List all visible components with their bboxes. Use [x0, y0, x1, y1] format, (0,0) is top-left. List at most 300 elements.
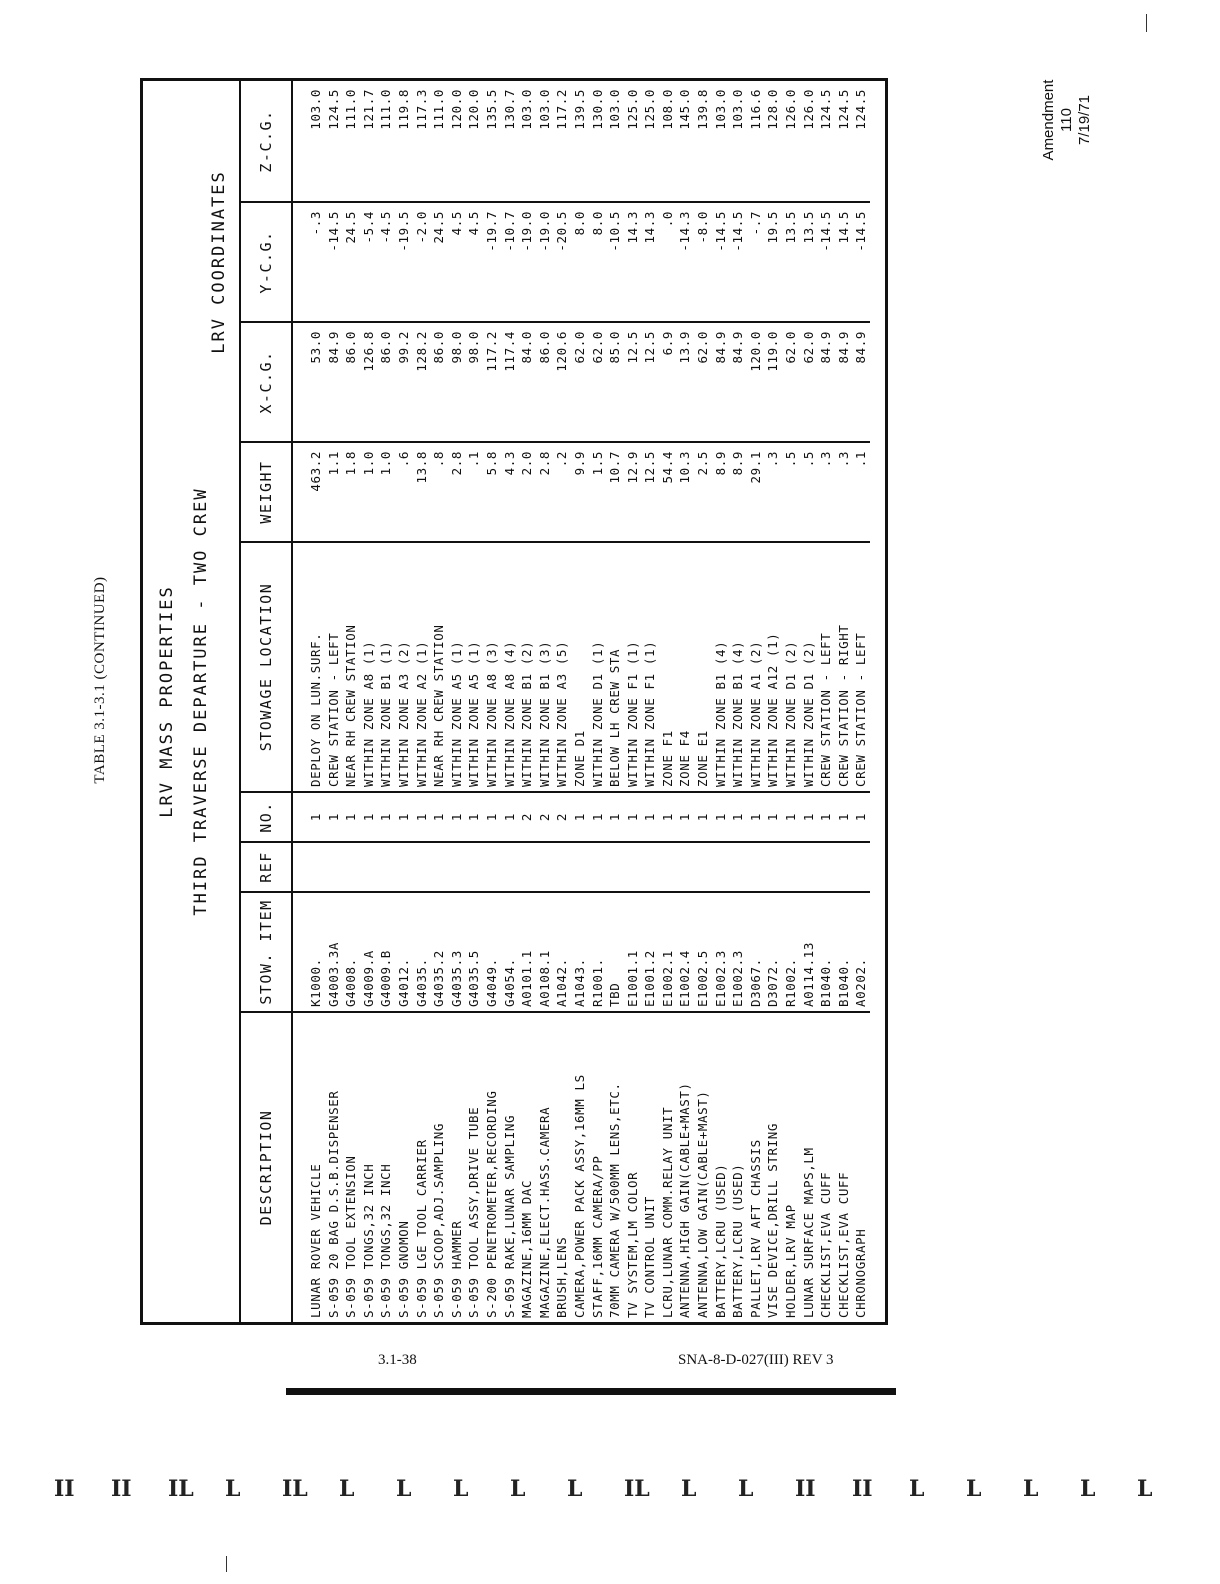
cell-y-cg: -10.7 — [501, 202, 519, 322]
cell-weight: 1.0 — [377, 442, 395, 542]
cell-stow-item: G4003.3A — [325, 892, 343, 1012]
edge-mark: L — [396, 1476, 412, 1502]
cell-x-cg: 84.9 — [852, 322, 870, 442]
cell-ref — [536, 842, 554, 892]
table-row — [571, 81, 589, 1322]
cell-quantity: 1 — [483, 792, 501, 842]
cell-z-cg: 111.0 — [378, 89, 394, 130]
amendment-line: Amendment 110 — [1040, 79, 1075, 161]
cell-stowage-location: WITHIN ZONE F1 (1) — [641, 542, 659, 792]
cell-y-cg: -5.4 — [360, 202, 378, 322]
cell-y-cg: 19.5 — [764, 202, 782, 322]
cell-description: S-059 TOOL EXTENSION — [342, 1012, 360, 1322]
cell-stow-item: B1040. — [817, 892, 835, 1012]
table-row — [817, 81, 835, 1322]
cell-description: S-059 SCOOP,ADJ.SAMPLING — [430, 1012, 448, 1322]
cell-z-cg: 139.5 — [571, 89, 587, 130]
cell-z-cg: 121.7 — [360, 89, 376, 130]
cell-ref — [395, 842, 413, 892]
edge-mark: L — [510, 1476, 526, 1502]
cell-stowage-location: WITHIN ZONE A3 (5) — [553, 542, 571, 792]
cell-quantity: 1 — [501, 792, 519, 842]
cell-description: HOLDER,LRV MAP — [782, 1012, 800, 1322]
edge-mark: L — [738, 1476, 754, 1502]
table-row — [712, 81, 730, 1322]
cell-description: S-059 TONGS,32 INCH — [377, 1012, 395, 1322]
cell-z-cg: 111.0 — [343, 89, 359, 130]
cell-x-cg: 85.0 — [606, 322, 624, 442]
cell-ref — [624, 842, 642, 892]
cell-y-cg: -19.5 — [395, 202, 413, 322]
cell-stow-item: E1002.3 — [729, 892, 747, 1012]
cell-stow-item: G4035. — [413, 892, 431, 1012]
cell-quantity: 1 — [641, 792, 659, 842]
cell-stowage-location: WITHIN ZONE D1 (2) — [782, 542, 800, 792]
cell-quantity: 1 — [589, 792, 607, 842]
cell-quantity: 1 — [817, 792, 835, 842]
cell-description: LCRU,LUNAR COMM.RELAY UNIT — [659, 1012, 677, 1322]
cell-weight: 2.8 — [536, 442, 554, 542]
cell-stow-item: A0101.1 — [518, 892, 536, 1012]
cell-description: STAFF,16MM CAMERA/PP — [589, 1012, 607, 1322]
cell-stow-item: K1000. — [292, 892, 325, 1012]
cell-z-cg: 103.0 — [712, 89, 728, 130]
cell-stowage-location: WITHIN ZONE B1 (1) — [377, 542, 395, 792]
cell-x-cg: 62.0 — [571, 322, 589, 442]
cell-z-cg: 126.0 — [783, 89, 799, 130]
cell-x-cg: 6.9 — [659, 322, 677, 442]
cell-weight: 1.5 — [589, 442, 607, 542]
table-row — [641, 81, 659, 1322]
cell-ref — [764, 842, 782, 892]
header-z-cg: Z-C.G. — [241, 81, 292, 202]
cell-ref — [729, 842, 747, 892]
cell-stow-item: G4049. — [483, 892, 501, 1012]
cell-description: 70MM CAMERA W/500MM LENS,ETC. — [606, 1012, 624, 1322]
edge-tab-marks — [54, 1476, 1154, 1516]
table-row — [835, 81, 853, 1322]
cell-description: S-059 TONGS,32 INCH — [360, 1012, 378, 1322]
table-row — [694, 81, 712, 1322]
cell-weight: 1.8 — [342, 442, 360, 542]
cell-x-cg: 126.8 — [360, 322, 378, 442]
cell-stowage-location: WITHIN ZONE B1 (4) — [712, 542, 730, 792]
cell-stowage-location: CREW STATION - RIGHT — [835, 542, 853, 792]
cell-weight: .5 — [800, 442, 818, 542]
edge-mark: IL — [168, 1476, 194, 1502]
cell-weight: 9.9 — [571, 442, 589, 542]
cell-weight: .1 — [852, 442, 870, 542]
cell-weight: 54.4 — [659, 442, 677, 542]
cell-description: CHRONOGRAPH — [852, 1012, 870, 1322]
cell-z-cg: 124.5 — [835, 89, 851, 130]
cell-stow-item: E1001.1 — [624, 892, 642, 1012]
cell-stow-item: G4008. — [342, 892, 360, 1012]
cell-quantity: 1 — [448, 792, 466, 842]
table-row — [448, 81, 466, 1322]
edge-mark: L — [225, 1476, 241, 1502]
table-row — [483, 81, 501, 1322]
cell-y-cg: -19.7 — [483, 202, 501, 322]
cell-weight: 8.9 — [729, 442, 747, 542]
cell-x-cg: 84.9 — [729, 322, 747, 442]
cell-ref — [377, 842, 395, 892]
cell-y-cg: 13.5 — [800, 202, 818, 322]
cell-ref — [835, 842, 853, 892]
cell-quantity: 1 — [377, 792, 395, 842]
cell-description: BATTERY,LCRU (USED) — [729, 1012, 747, 1322]
edge-mark: II — [795, 1476, 816, 1502]
cell-ref — [659, 842, 677, 892]
cell-y-cg: -14.5 — [325, 202, 343, 322]
table-row — [501, 81, 519, 1322]
cell-x-cg: 62.0 — [694, 322, 712, 442]
cell-weight: .1 — [465, 442, 483, 542]
cell-x-cg: 99.2 — [395, 322, 413, 442]
cell-ref — [694, 842, 712, 892]
table-row — [782, 81, 800, 1322]
cell-quantity: 1 — [694, 792, 712, 842]
table-row — [553, 81, 571, 1322]
cell-z-cg: 130.7 — [501, 89, 517, 130]
cell-description: CHECKLIST,EVA CUFF — [835, 1012, 853, 1322]
cell-x-cg: 98.0 — [448, 322, 466, 442]
cell-quantity: 1 — [413, 792, 431, 842]
cell-x-cg: 13.9 — [676, 322, 694, 442]
cell-quantity: 1 — [764, 792, 782, 842]
cell-z-cg: 119.8 — [395, 89, 411, 130]
edge-mark: L — [567, 1476, 583, 1502]
cell-stow-item: R1002. — [782, 892, 800, 1012]
cell-stowage-location: NEAR RH CREW STATION — [430, 542, 448, 792]
cell-ref — [501, 842, 519, 892]
page-number: 3.1-38 — [378, 1352, 417, 1368]
cell-weight: 10.7 — [606, 442, 624, 542]
cell-stowage-location: WITHIN ZONE A8 (3) — [483, 542, 501, 792]
cell-x-cg: 86.0 — [536, 322, 554, 442]
cell-stow-item: B1040. — [835, 892, 853, 1012]
cell-stowage-location: WITHIN ZONE A5 (1) — [465, 542, 483, 792]
cell-stow-item: E1001.2 — [641, 892, 659, 1012]
cell-ref — [676, 842, 694, 892]
cell-stow-item: R1001. — [589, 892, 607, 1012]
cell-quantity: 1 — [325, 792, 343, 842]
cell-weight: .3 — [764, 442, 782, 542]
cell-weight: 4.3 — [501, 442, 519, 542]
cell-stowage-location: ZONE F4 — [676, 542, 694, 792]
cell-stow-item: G4009.A — [360, 892, 378, 1012]
cell-x-cg: 84.0 — [518, 322, 536, 442]
cell-ref — [292, 842, 325, 892]
cell-y-cg: -14.5 — [712, 202, 730, 322]
table-row — [377, 81, 395, 1322]
cell-y-cg: 24.5 — [342, 202, 360, 322]
cell-stowage-location: ZONE E1 — [694, 542, 712, 792]
cell-y-cg: 14.3 — [624, 202, 642, 322]
cell-z-cg: 103.0 — [536, 89, 552, 130]
cell-x-cg: 98.0 — [465, 322, 483, 442]
cell-y-cg: -14.3 — [676, 202, 694, 322]
table-row — [395, 81, 413, 1322]
edge-mark: L — [1080, 1476, 1096, 1502]
cell-z-cg: 128.0 — [765, 89, 781, 130]
cell-y-cg: 24.5 — [430, 202, 448, 322]
cell-ref — [800, 842, 818, 892]
cell-y-cg: -2.0 — [413, 202, 431, 322]
cell-weight: 2.8 — [448, 442, 466, 542]
cell-stow-item: TBD — [606, 892, 624, 1012]
cell-stowage-location: WITHIN ZONE A3 (2) — [395, 542, 413, 792]
cell-z-cg: 103.0 — [519, 89, 535, 130]
cell-stow-item: G4035.5 — [465, 892, 483, 1012]
table-row — [465, 81, 483, 1322]
table-row — [852, 81, 870, 1322]
cell-x-cg: 117.2 — [483, 322, 501, 442]
cell-weight: 13.8 — [413, 442, 431, 542]
header-row — [241, 81, 292, 1322]
table-row — [413, 81, 431, 1322]
cell-description: TV CONTROL UNIT — [641, 1012, 659, 1322]
cell-description: MAGAZINE,ELECT.HASS.CAMERA — [536, 1012, 554, 1322]
cell-ref — [553, 842, 571, 892]
edge-mark: IL — [624, 1476, 650, 1502]
edge-mark: II — [54, 1476, 75, 1502]
amendment-note — [1040, 72, 1170, 168]
cell-stowage-location: WITHIN ZONE A5 (1) — [448, 542, 466, 792]
cell-quantity: 1 — [606, 792, 624, 842]
cell-quantity: 1 — [782, 792, 800, 842]
table-row — [624, 81, 642, 1322]
cell-quantity: 1 — [852, 792, 870, 842]
cell-weight: .6 — [395, 442, 413, 542]
cell-quantity: 2 — [536, 792, 554, 842]
cell-y-cg: 14.3 — [641, 202, 659, 322]
cell-description: ANTENNA,HIGH GAIN(CABLE+MAST) — [676, 1012, 694, 1322]
amendment-date: 7/19/71 — [1076, 94, 1093, 146]
table-row — [518, 81, 536, 1322]
cell-y-cg: 8.0 — [571, 202, 589, 322]
cell-stow-item: G4054. — [501, 892, 519, 1012]
cell-description: TV SYSTEM,LM COLOR — [624, 1012, 642, 1322]
cell-weight: 12.5 — [641, 442, 659, 542]
cell-z-cg: 130.0 — [589, 89, 605, 130]
cell-z-cg: 120.0 — [466, 89, 482, 130]
table-row — [325, 81, 343, 1322]
cell-ref — [712, 842, 730, 892]
header-weight: WEIGHT — [241, 442, 292, 542]
cell-weight: .3 — [817, 442, 835, 542]
cell-stowage-location: WITHIN ZONE B1 (2) — [518, 542, 536, 792]
data-table — [241, 81, 870, 1322]
cell-description: LUNAR ROVER VEHICLE — [292, 1012, 325, 1322]
header-x-cg: X-C.G. — [241, 322, 292, 442]
cell-x-cg: 12.5 — [624, 322, 642, 442]
cell-weight: 1.1 — [325, 442, 343, 542]
cell-y-cg: -.7 — [747, 202, 765, 322]
cell-z-cg: 116.6 — [747, 89, 763, 130]
cell-stow-item: A0202. — [852, 892, 870, 1012]
cell-y-cg: 4.5 — [448, 202, 466, 322]
cell-quantity: 1 — [659, 792, 677, 842]
edge-mark: L — [453, 1476, 469, 1502]
cell-stow-item: A1042. — [553, 892, 571, 1012]
cell-ref — [448, 842, 466, 892]
cell-description: VISE DEVICE,DRILL STRING — [764, 1012, 782, 1322]
table-title: LRV MASS PROPERTIES — [157, 585, 177, 818]
cell-quantity: 1 — [800, 792, 818, 842]
table-row — [536, 81, 554, 1322]
cell-stow-item: E1002.5 — [694, 892, 712, 1012]
cell-y-cg: -.3 — [292, 202, 325, 322]
cell-z-cg: 111.0 — [431, 89, 447, 130]
cell-x-cg: 119.0 — [764, 322, 782, 442]
cell-ref — [360, 842, 378, 892]
cell-weight: 1.0 — [360, 442, 378, 542]
table-body — [292, 81, 870, 1322]
cell-description: CHECKLIST,EVA CUFF — [817, 1012, 835, 1322]
cell-weight: .3 — [835, 442, 853, 542]
table-titles — [143, 81, 241, 1322]
cell-y-cg: -14.5 — [852, 202, 870, 322]
cell-stow-item: G4035.3 — [448, 892, 466, 1012]
table-row — [729, 81, 747, 1322]
cell-z-cg: 103.0 — [607, 89, 623, 130]
cell-description: BRUSH,LENS — [553, 1012, 571, 1322]
cell-ref — [606, 842, 624, 892]
cell-stowage-location: WITHIN ZONE F1 (1) — [624, 542, 642, 792]
table-caption — [92, 540, 122, 820]
cell-stow-item: A1043. — [571, 892, 589, 1012]
scan-mark — [1146, 14, 1147, 32]
cell-weight: 10.3 — [676, 442, 694, 542]
cell-z-cg: 145.0 — [677, 89, 693, 130]
cell-weight: .8 — [430, 442, 448, 542]
footer-rule — [286, 1388, 896, 1395]
cell-x-cg: 86.0 — [342, 322, 360, 442]
cell-x-cg: 86.0 — [377, 322, 395, 442]
scan-mark — [226, 1556, 227, 1572]
edge-mark: L — [1137, 1476, 1153, 1502]
cell-quantity: 2 — [518, 792, 536, 842]
cell-y-cg: -8.0 — [694, 202, 712, 322]
table-subtitle: THIRD TRAVERSE DEPARTURE - TWO CREW — [191, 487, 211, 916]
cell-description: MAGAZINE,16MM DAC — [518, 1012, 536, 1322]
cell-y-cg: .0 — [659, 202, 677, 322]
cell-z-cg: 139.8 — [695, 89, 711, 130]
cell-ref — [782, 842, 800, 892]
cell-z-cg: 124.5 — [818, 89, 834, 130]
edge-mark: L — [966, 1476, 982, 1502]
cell-x-cg: 84.9 — [712, 322, 730, 442]
cell-stowage-location: WITHIN ZONE B1 (3) — [536, 542, 554, 792]
cell-z-cg: 103.0 — [308, 89, 323, 130]
cell-z-cg: 124.5 — [853, 89, 869, 130]
cell-quantity: 2 — [553, 792, 571, 842]
cell-stow-item: G4035.2 — [430, 892, 448, 1012]
header-stowage-location: STOWAGE LOCATION — [241, 542, 292, 792]
cell-x-cg: 120.0 — [747, 322, 765, 442]
cell-stow-item: E1002.3 — [712, 892, 730, 1012]
cell-x-cg: 86.0 — [430, 322, 448, 442]
cell-y-cg: 14.5 — [835, 202, 853, 322]
cell-y-cg: -10.5 — [606, 202, 624, 322]
table-caption-text: TABLE 3.1-3.1 (CONTINUED) — [92, 576, 108, 784]
cell-ref — [342, 842, 360, 892]
cell-stowage-location: CREW STATION - LEFT — [852, 542, 870, 792]
cell-weight: 12.9 — [624, 442, 642, 542]
cell-weight: .5 — [782, 442, 800, 542]
cell-quantity: 1 — [624, 792, 642, 842]
edge-mark: II — [852, 1476, 873, 1502]
cell-stow-item: A0114.13 — [800, 892, 818, 1012]
cell-quantity: 1 — [465, 792, 483, 842]
cell-description: PALLET,LRV AFT CHASSIS — [747, 1012, 765, 1322]
cell-x-cg: 62.0 — [800, 322, 818, 442]
document-id: SNA-8-D-027(III) REV 3 — [678, 1352, 834, 1368]
cell-stowage-location: CREW STATION - LEFT — [817, 542, 835, 792]
table-row — [747, 81, 765, 1322]
cell-z-cg: 135.5 — [483, 89, 499, 130]
cell-stow-item: D3067. — [747, 892, 765, 1012]
cell-quantity: 1 — [360, 792, 378, 842]
cell-ref — [817, 842, 835, 892]
cell-stowage-location: WITHIN ZONE B1 (4) — [729, 542, 747, 792]
cell-x-cg: 128.2 — [413, 322, 431, 442]
cell-stow-item: E1002.1 — [659, 892, 677, 1012]
cell-description: S-059 20 BAG D.S.B.DISPENSER — [325, 1012, 343, 1322]
header-stow-item: STOW. ITEM — [241, 892, 292, 1012]
header-no: NO. — [241, 792, 292, 842]
cell-quantity: 1 — [676, 792, 694, 842]
cell-description: S-059 RAKE,LUNAR SAMPLING — [501, 1012, 519, 1322]
cell-x-cg: 62.0 — [589, 322, 607, 442]
cell-description: S-059 LGE TOOL CARRIER — [413, 1012, 431, 1322]
cell-y-cg: -19.0 — [536, 202, 554, 322]
table-row — [764, 81, 782, 1322]
cell-stowage-location: ZONE D1 — [571, 542, 589, 792]
cell-stow-item: A0108.1 — [536, 892, 554, 1012]
cell-stowage-location: WITHIN ZONE D1 (2) — [800, 542, 818, 792]
table-row — [589, 81, 607, 1322]
cell-ref — [571, 842, 589, 892]
cell-quantity: 1 — [571, 792, 589, 842]
cell-stow-item: G4012. — [395, 892, 413, 1012]
cell-stowage-location: CREW STATION - LEFT — [325, 542, 343, 792]
cell-weight: 5.8 — [483, 442, 501, 542]
coordinates-heading: LRV COORDINATES — [209, 170, 229, 354]
cell-description: ANTENNA,LOW GAIN(CABLE+MAST) — [694, 1012, 712, 1322]
cell-description: S-059 TOOL ASSY,DRIVE TUBE — [465, 1012, 483, 1322]
cell-quantity: 1 — [712, 792, 730, 842]
cell-description: BATTERY,LCRU (USED) — [712, 1012, 730, 1322]
cell-x-cg: 12.5 — [641, 322, 659, 442]
cell-description: S-059 HAMMER — [448, 1012, 466, 1322]
cell-stowage-location: WITHIN ZONE A1 (2) — [747, 542, 765, 792]
table-row — [342, 81, 360, 1322]
cell-description: LUNAR SURFACE MAPS,LM — [800, 1012, 818, 1322]
cell-weight: 463.2 — [292, 442, 325, 542]
cell-stowage-location: DEPLOY ON LUN.SURF. — [292, 542, 325, 792]
cell-y-cg: -14.5 — [817, 202, 835, 322]
cell-ref — [852, 842, 870, 892]
edge-mark: L — [339, 1476, 355, 1502]
cell-ref — [413, 842, 431, 892]
cell-z-cg: 117.3 — [413, 89, 429, 130]
cell-stow-item: E1002.4 — [676, 892, 694, 1012]
edge-mark: IL — [282, 1476, 308, 1502]
cell-stowage-location: WITHIN ZONE D1 (1) — [589, 542, 607, 792]
table-row — [659, 81, 677, 1322]
